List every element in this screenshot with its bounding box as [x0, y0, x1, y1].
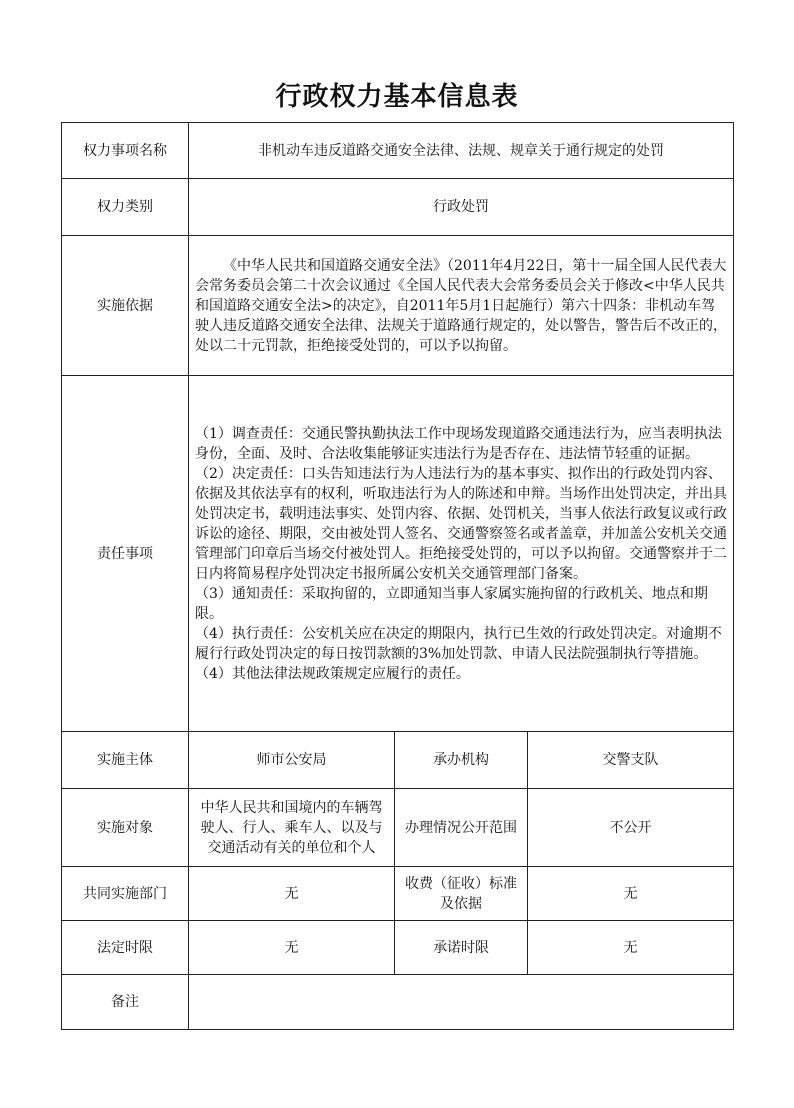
value-fee-standard: 无 [528, 867, 734, 921]
label-subject: 实施主体 [62, 732, 189, 789]
label-promise-limit: 承诺时限 [395, 921, 528, 975]
label-fee-standard: 收费（征收）标准及依据 [395, 867, 528, 921]
row-category [62, 179, 734, 236]
responsibility-item: （2）决定责任：口头告知违法行为人违法行为的基本事实、拟作出的行政处罚内容、依据及其依法享有的权利，听取违法行为人的陈述和申辩。当场作出处罚决定，并出具处罚决定书，载明违法事实、处罚内容、依据、处罚机关，当事人依法行政复议或行政诉讼的途径、期限，交由被处罚人签名、交通警察签名或者盖章，并加盖公安机关交通管理部门印章后当场交付被处罚人。拒绝接受处罚的，可以予以拘留。交通警察并于二日内将简易程序处罚决定书报所属公安机关交通管理部门备案。 [195, 465, 727, 582]
value-subject: 师市公安局 [189, 732, 395, 789]
value-remarks [189, 975, 734, 1030]
value-joint-depts: 无 [189, 867, 395, 921]
row-responsibility [62, 376, 734, 732]
row-basis [62, 236, 734, 376]
label-category: 权力类别 [62, 179, 189, 236]
label-basis: 实施依据 [62, 236, 189, 376]
label-disclosure-scope: 办理情况公开范围 [395, 789, 528, 867]
value-responsibility [189, 376, 734, 732]
label-handling-org: 承办机构 [395, 732, 528, 789]
value-disclosure-scope: 不公开 [528, 789, 734, 867]
value-target: 中华人民共和国境内的车辆驾驶人、行人、乘车人、以及与交通活动有关的单位和个人 [189, 789, 395, 867]
row-joint-depts [62, 867, 734, 921]
responsibility-item: （1）调查责任：交通民警执勤执法工作中现场发现道路交通违法行为，应当表明执法身份，全面、及时、合法收集能够证实违法行为是否存在、违法情节轻重的证据。 [195, 425, 722, 462]
responsibility-item: （4）执行责任：公安机关应在决定的期限内，执行已生效的行政处罚决定。对逾期不履行行政处罚决定的每日按罚款额的3%加处罚款、申请人民法院强制执行等措施。 [195, 625, 722, 662]
row-subject [62, 732, 734, 789]
label-legal-limit: 法定时限 [62, 921, 189, 975]
label-target: 实施对象 [62, 789, 189, 867]
value-category: 行政处罚 [189, 179, 734, 236]
value-legal-limit: 无 [189, 921, 395, 975]
label-remarks: 备注 [62, 975, 189, 1030]
responsibility-item: （3）通知责任：采取拘留的，立即通知当事人家属实施拘留的行政机关、地点和期限。 [195, 585, 708, 622]
row-target [62, 789, 734, 867]
value-item-name: 非机动车违反道路交通安全法律、法规、规章关于通行规定的处罚 [189, 123, 734, 179]
value-promise-limit: 无 [528, 921, 734, 975]
label-responsibility: 责任事项 [62, 376, 189, 732]
row-legal-limit [62, 921, 734, 975]
responsibility-item: （4）其他法律法规政策规定应履行的责任。 [195, 665, 470, 682]
info-table [61, 122, 734, 1030]
value-basis: 《中华人民共和国道路交通安全法》（2011年4月22日，第十一届全国人民代表大会常务委员会第二十次会议通过《全国人民代表大会常务委员会关于修改<中华人民共和国道路交通安全法>的决定》，自2011年5月1日起施行）第六十四条：非机动车驾驶人违反道路交通安全法律、法规关于道路通行规定的，处以警告，警告后不改正的，处以二十元罚款，拒绝接受处罚的，可以予以拘留。 [189, 236, 734, 376]
row-remarks [62, 975, 734, 1030]
page-title: 行政权力基本信息表 [275, 82, 519, 112]
value-handling-org: 交警支队 [528, 732, 734, 789]
row-item-name [62, 123, 734, 179]
label-joint-depts: 共同实施部门 [62, 867, 189, 921]
label-item-name: 权力事项名称 [62, 123, 189, 179]
